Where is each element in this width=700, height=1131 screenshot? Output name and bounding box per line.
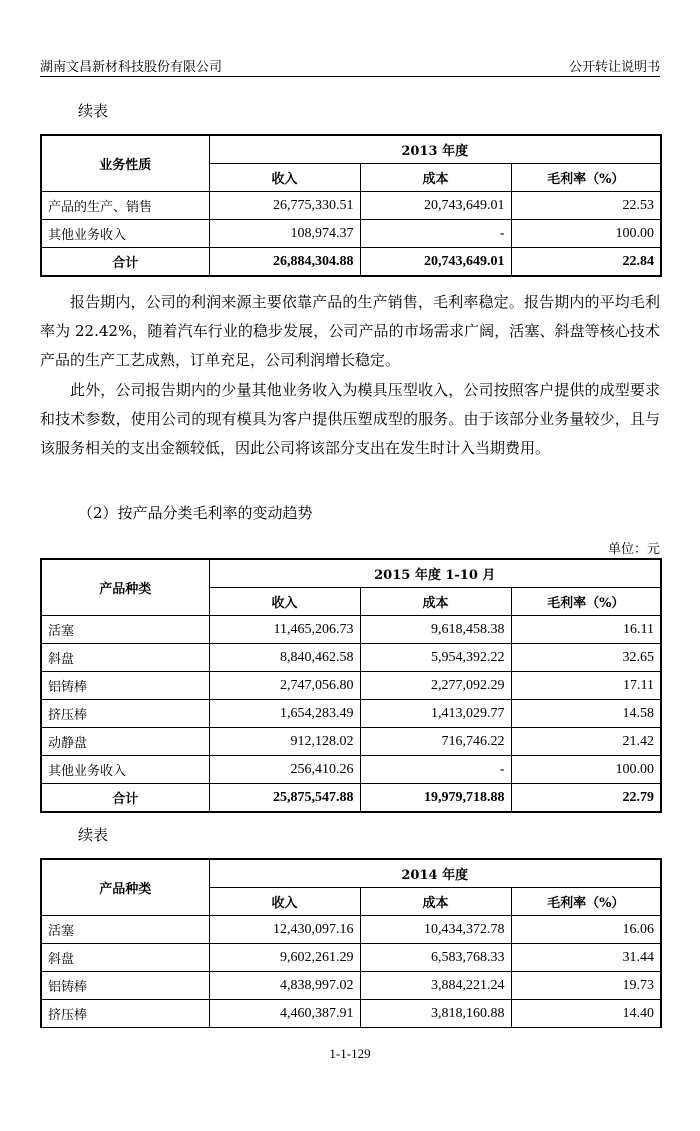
col-cost: 成本 — [360, 888, 511, 916]
table-row — [41, 972, 661, 1000]
cell-revenue: 2,747,056.80 — [209, 672, 360, 700]
cell-name: 活塞 — [41, 616, 209, 644]
table-row — [41, 192, 661, 220]
table-row — [41, 944, 661, 972]
cell-revenue: 12,430,097.16 — [209, 916, 360, 944]
cell-name: 活塞 — [41, 916, 209, 944]
cell-name: 合计 — [41, 784, 209, 813]
cell-cost: - — [360, 756, 511, 784]
cell-cost: 716,746.22 — [360, 728, 511, 756]
cell-revenue: 108,974.37 — [209, 220, 360, 248]
col-revenue: 收入 — [209, 164, 360, 192]
table-row — [41, 220, 661, 248]
table-row — [41, 728, 661, 756]
table-row — [41, 700, 661, 728]
page-number: 1-1-129 — [329, 1046, 371, 1061]
cell-cost: 1,413,029.77 — [360, 700, 511, 728]
cell-name: 其他业务收入 — [41, 220, 209, 248]
cell-revenue: 9,602,261.29 — [209, 944, 360, 972]
row-header: 产品种类 — [41, 559, 209, 616]
cell-name: 其他业务收入 — [41, 756, 209, 784]
unit-label: 单位：元 — [607, 542, 660, 557]
cell-cost: 6,583,768.33 — [360, 944, 511, 972]
table-row — [41, 1000, 661, 1028]
col-revenue: 收入 — [209, 888, 360, 916]
cell-name: 铝铸棒 — [41, 972, 209, 1000]
cell-margin: 100.00 — [511, 220, 661, 248]
paragraph-profit-source: 报告期内，公司的利润来源主要依靠产品的生产销售，毛利率稳定。报告期内的平均毛利率为 22.42%，随着汽车行业的稳步发展，公司产品的市场需求广阔，活塞、斜盘等核心技术产品的生产工艺成熟，订单充足，公司利润增长稳定。 — [40, 293, 660, 369]
company-name: 湖南文昌新材科技股份有限公司 — [40, 60, 223, 75]
cell-name: 产品的生产、销售 — [41, 192, 209, 220]
continued-label: 续表 — [78, 102, 109, 120]
table-2015 — [40, 558, 662, 813]
cell-revenue: 26,884,304.88 — [209, 248, 360, 277]
col-margin: 毛利率（%） — [511, 888, 661, 916]
cell-margin: 22.79 — [511, 784, 661, 813]
cell-cost: 2,277,092.29 — [360, 672, 511, 700]
cell-revenue: 26,775,330.51 — [209, 192, 360, 220]
cell-name: 斜盘 — [41, 644, 209, 672]
col-margin: 毛利率（%） — [511, 588, 661, 616]
cell-revenue: 4,460,387.91 — [209, 1000, 360, 1028]
cell-margin: 16.06 — [511, 916, 661, 944]
cell-margin: 16.11 — [511, 616, 661, 644]
cell-revenue: 25,875,547.88 — [209, 784, 360, 813]
cell-revenue: 1,654,283.49 — [209, 700, 360, 728]
cell-revenue: 912,128.02 — [209, 728, 360, 756]
continued-label: 续表 — [78, 826, 109, 844]
cell-name: 动静盘 — [41, 728, 209, 756]
section-title: （2）按产品分类毛利率的变动趋势 — [78, 504, 313, 522]
cell-revenue: 256,410.26 — [209, 756, 360, 784]
cell-revenue: 4,838,997.02 — [209, 972, 360, 1000]
table-row — [41, 756, 661, 784]
cell-margin: 19.73 — [511, 972, 661, 1000]
cell-margin: 22.84 — [511, 248, 661, 277]
col-cost: 成本 — [360, 588, 511, 616]
year-header: 2013 年度 — [209, 135, 661, 164]
year-header: 2014 年度 — [209, 859, 661, 888]
col-cost: 成本 — [360, 164, 511, 192]
cell-name: 斜盘 — [41, 944, 209, 972]
paragraph-other-revenue: 此外，公司报告期内的少量其他业务收入为模具压型收入，公司按照客户提供的成型要求和技术参数，使用公司的现有模具为客户提供压塑成型的服务。由于该部分业务量较少，且与该服务相关的支出金额较低，因此公司将该部分支出在发生时计入当期费用。 — [40, 381, 660, 457]
cell-cost: 19,979,718.88 — [360, 784, 511, 813]
row-header: 业务性质 — [41, 135, 209, 192]
cell-cost: 3,884,221.24 — [360, 972, 511, 1000]
cell-cost: 20,743,649.01 — [360, 192, 511, 220]
cell-margin: 17.11 — [511, 672, 661, 700]
cell-name: 挤压棒 — [41, 700, 209, 728]
cell-margin: 100.00 — [511, 756, 661, 784]
total-row — [41, 248, 661, 277]
cell-cost: 9,618,458.38 — [360, 616, 511, 644]
cell-cost: 5,954,392.22 — [360, 644, 511, 672]
table-2013 — [40, 134, 662, 277]
cell-cost: 10,434,372.78 — [360, 916, 511, 944]
cell-cost: 20,743,649.01 — [360, 248, 511, 277]
page-header — [40, 52, 660, 77]
col-margin: 毛利率（%） — [511, 164, 661, 192]
year-header: 2015 年度 1-10 月 — [209, 559, 661, 588]
table-row — [41, 672, 661, 700]
total-row — [41, 784, 661, 813]
cell-margin: 21.42 — [511, 728, 661, 756]
cell-revenue: 11,465,206.73 — [209, 616, 360, 644]
cell-margin: 14.58 — [511, 700, 661, 728]
col-revenue: 收入 — [209, 588, 360, 616]
cell-revenue: 8,840,462.58 — [209, 644, 360, 672]
cell-name: 合计 — [41, 248, 209, 277]
cell-margin: 22.53 — [511, 192, 661, 220]
table-row — [41, 644, 661, 672]
document-type: 公开转让说明书 — [568, 60, 660, 75]
cell-margin: 14.40 — [511, 1000, 661, 1028]
cell-margin: 31.44 — [511, 944, 661, 972]
cell-margin: 32.65 — [511, 644, 661, 672]
cell-name: 铝铸棒 — [41, 672, 209, 700]
cell-cost: 3,818,160.88 — [360, 1000, 511, 1028]
table-row — [41, 616, 661, 644]
row-header: 产品种类 — [41, 859, 209, 916]
cell-cost: - — [360, 220, 511, 248]
table-2014 — [40, 858, 662, 1028]
table-row — [41, 916, 661, 944]
cell-name: 挤压棒 — [41, 1000, 209, 1028]
